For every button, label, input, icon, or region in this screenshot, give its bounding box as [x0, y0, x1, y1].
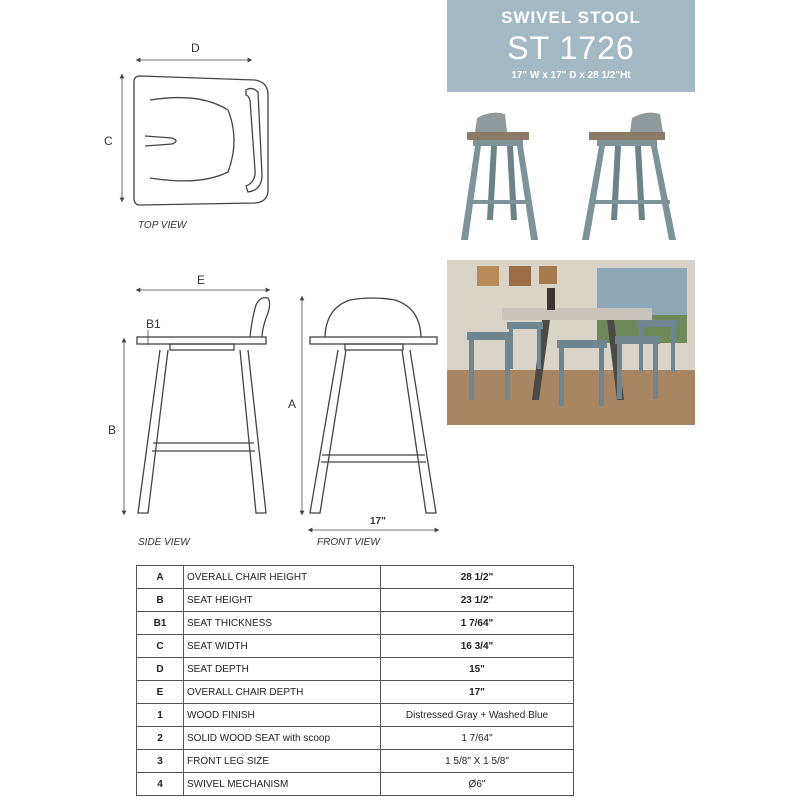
top-view-drawing	[122, 60, 268, 205]
spec-value: 16 3/4"	[381, 635, 574, 658]
front-view-label: FRONT VIEW	[317, 537, 380, 548]
dim-label-b1: B1	[146, 317, 161, 331]
spec-row	[137, 612, 574, 635]
dim-label-b: B	[108, 423, 117, 437]
product-dimensions: 17" W x 17" D x 28 1/2"Ht	[511, 70, 631, 81]
dim-label-c: C	[104, 134, 113, 148]
spec-name: SOLID WOOD SEAT with scoop	[184, 727, 381, 750]
dim-label-e: E	[197, 273, 206, 287]
spec-name: OVERALL CHAIR DEPTH	[184, 681, 381, 704]
spec-value: 23 1/2"	[381, 589, 574, 612]
spec-key: 1	[137, 704, 184, 727]
product-photo-stools	[447, 100, 695, 250]
product-photo-room	[447, 260, 695, 425]
spec-name: SEAT HEIGHT	[184, 589, 381, 612]
spec-row	[137, 773, 574, 796]
spec-key: D	[137, 658, 184, 681]
spec-row	[137, 566, 574, 589]
spec-row	[137, 704, 574, 727]
spec-name: SEAT WIDTH	[184, 635, 381, 658]
dim-label-d: D	[191, 41, 200, 55]
spec-value: Ø6"	[381, 773, 574, 796]
spec-name: OVERALL CHAIR HEIGHT	[184, 566, 381, 589]
spec-row	[137, 658, 574, 681]
spec-row	[137, 635, 574, 658]
spec-key: 2	[137, 727, 184, 750]
spec-row	[137, 681, 574, 704]
spec-row	[137, 727, 574, 750]
spec-value: 28 1/2"	[381, 566, 574, 589]
spec-value: 1 5/8" X 1 5/8"	[381, 750, 574, 773]
spec-value: 15"	[381, 658, 574, 681]
spec-key: 3	[137, 750, 184, 773]
spec-name: SEAT THICKNESS	[184, 612, 381, 635]
spec-key: B1	[137, 612, 184, 635]
spec-key: B	[137, 589, 184, 612]
spec-name: SWIVEL MECHANISM	[184, 773, 381, 796]
spec-table	[136, 565, 574, 796]
spec-key: C	[137, 635, 184, 658]
spec-key: 4	[137, 773, 184, 796]
spec-key: A	[137, 566, 184, 589]
spec-name: SEAT DEPTH	[184, 658, 381, 681]
spec-value: Distressed Gray + Washed Blue	[381, 704, 574, 727]
front-width-label: 17"	[370, 516, 386, 527]
spec-name: WOOD FINISH	[184, 704, 381, 727]
side-view-label: SIDE VIEW	[138, 537, 190, 548]
top-view-label: TOP VIEW	[138, 220, 187, 231]
spec-value: 1 7/64"	[381, 612, 574, 635]
spec-value: 1 7/64"	[381, 727, 574, 750]
spec-key: E	[137, 681, 184, 704]
product-model: ST 1726	[507, 30, 635, 66]
spec-row	[137, 589, 574, 612]
spec-name: FRONT LEG SIZE	[184, 750, 381, 773]
product-category: SWIVEL STOOL	[501, 8, 641, 27]
spec-row	[137, 750, 574, 773]
spec-value: 17"	[381, 681, 574, 704]
dim-label-a: A	[288, 397, 297, 411]
front-view-drawing	[302, 298, 437, 530]
